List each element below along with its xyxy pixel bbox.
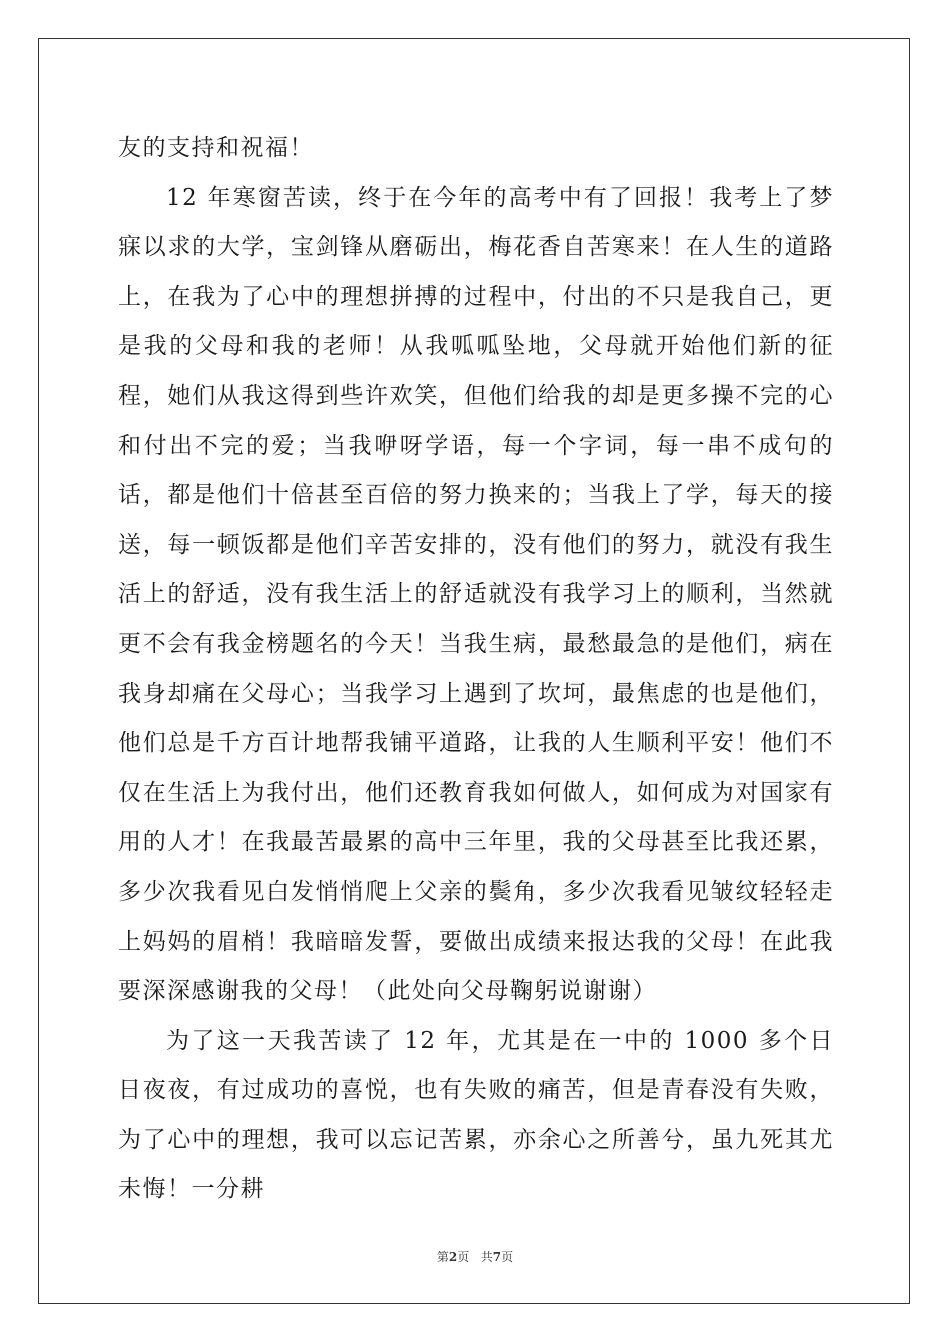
total-prefix: 共 xyxy=(480,1250,493,1264)
document-body xyxy=(118,124,834,1215)
page-suffix: 页 xyxy=(457,1250,470,1264)
page-prefix: 第 xyxy=(436,1250,449,1264)
paragraph-1: 友的支持和祝福！ xyxy=(118,135,314,161)
paragraph-2: 12 年寒窗苦读，终于在今年的高考中有了回报！我考上了梦寐以求的大学，宝剑锋从磨砺出，梅花香自苦寒来！在人生的道路上，在我为了心中的理想拼搏的过程中，付出的不只是我自己，更是我的父母和我的老师！从我呱呱坠地，父母就开始他们新的征程，她们从我这得到些许欢笑，但他们给我的却是更多操不完的心和付出不完的爱；当我咿呀学语，每一个字词，每一串不成句的话，都是他们十倍甚至百倍的努力换来的；当我上了学，每天的接送，每一顿饭都是他们辛苦安排的，没有他们的努力，就没有我生活上的舒适，没有我生活上的舒适就没有我学习上的顺利，当然就更不会有我金榜题名的今天！当我生病，最愁最急的是他们，病在我身却痛在父母心；当我学习上遇到了坎坷，最焦虑的也是他们，他们总是千方百计地帮我铺平道路，让我的人生顺利平安！他们不仅在生活上为我付出，他们还教育我如何做人，如何成为对国家有用的人才！在我最苦最累的高中三年里，我的父母甚至比我还累，多少次我看见白发悄悄爬上父亲的鬓角，多少次我看见皱纹轻轻走上妈妈的眉梢！我暗暗发誓，要做出成绩来报达我的父母！在此我要深深感谢我的父母！（此处向父母鞠躬说谢谢） xyxy=(118,184,834,1005)
paragraph-3: 为了这一天我苦读了 12 年，尤其是在一中的 1000 多个日日夜夜，有过成功的喜悦，也有失败的痛苦，但是青春没有失败，为了心中的理想，我可以忘记苦累，亦余心之所善兮，虽九死其尤未悔！一分耕 xyxy=(118,1027,834,1203)
total-pages: 7 xyxy=(492,1250,502,1264)
page-footer xyxy=(0,1248,950,1265)
page-number: 2 xyxy=(448,1250,458,1264)
total-suffix: 页 xyxy=(501,1250,514,1264)
